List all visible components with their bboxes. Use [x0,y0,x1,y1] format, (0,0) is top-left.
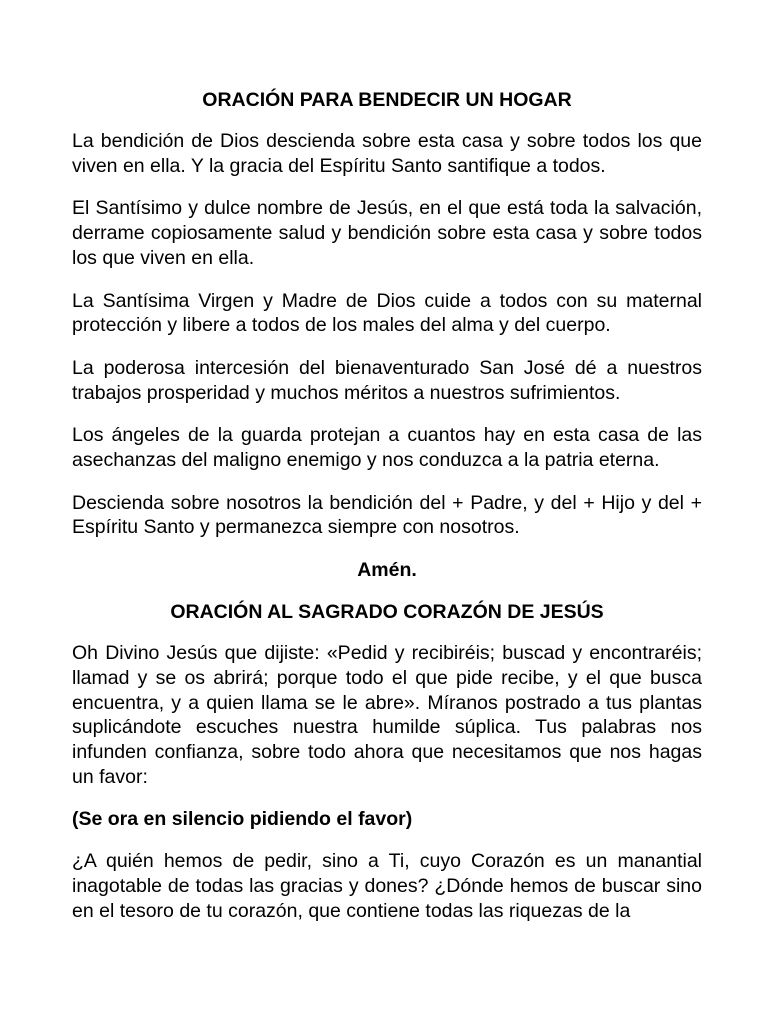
document-page [72,88,702,941]
section2-paragraph-2: ¿A quién hemos de pedir, sino a Ti, cuyo Corazón es un manantial inagotable de todas las gracias y dones? ¿Dónde hemos de buscar sino en el tesoro de tu corazón, que contiene todas las riquezas de la [72,850,702,922]
section2-title: ORACIÓN AL SAGRADO CORAZÓN DE JESÚS [170,601,604,624]
section1-paragraph-2: El Santísimo y dulce nombre de Jesús, en el que está toda la salvación, derrame copiosamente salud y bendición sobre esta casa y sobre todos los que viven en ella. [72,197,702,269]
section2-paragraph-1: Oh Divino Jesús que dijiste: «Pedid y recibiréis; buscad y encontraréis; llamad y se os abrirá; porque todo el que pide recibe, y el que busca encuentra, y a quien llama se le abre». Míranos postrado a tus plantas suplicándote escuches nuestra humilde súplica. Tus palabras nos infunden confianza, sobre todo ahora que necesitamos que nos hagas un favor: [72,642,702,788]
section1-closing: Amén. [357,559,417,582]
section1-paragraph-6: Descienda sobre nosotros la bendición del + Padre, y del + Hijo y del + Espíritu Santo y permanezca siempre con nosotros. [72,491,702,539]
section1-paragraph-3: La Santísima Virgen y Madre de Dios cuide a todos con su maternal protección y libere a todos de los males del alma y del cuerpo. [72,289,702,337]
section1-paragraph-5: Los ángeles de la guarda protejan a cuantos hay en esta casa de las asechanzas del maligno enemigo y nos conduzca a la patria eterna. [72,424,702,472]
section1-paragraph-4: La poderosa intercesión del bienaventurado San José dé a nuestros trabajos prosperidad y muchos méritos a nuestros sufrimientos. [72,356,702,404]
section1-paragraph-1: La bendición de Dios descienda sobre esta casa y sobre todos los que viven en ella. Y la gracia del Espíritu Santo santifique a todos. [72,130,702,177]
section1-title: ORACIÓN PARA BENDECIR UN HOGAR [202,89,572,111]
section2-instruction: (Se ora en silencio pidiendo el favor) [72,808,413,831]
